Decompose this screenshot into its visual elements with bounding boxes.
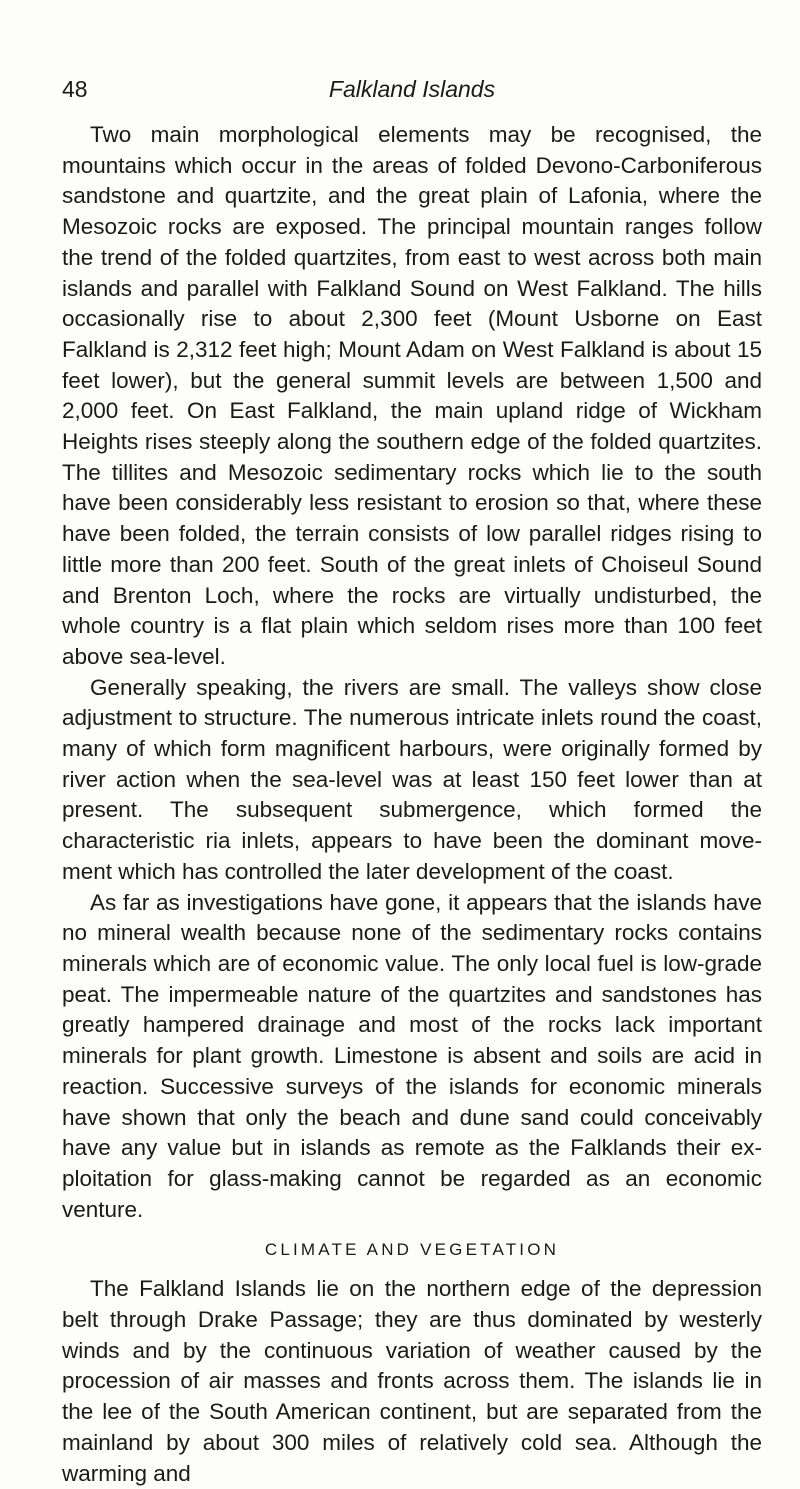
page-number: 48 — [62, 76, 88, 102]
section-heading: CLIMATE AND VEGETATION — [264, 1240, 560, 1260]
page-header — [62, 76, 762, 112]
paragraph: Generally speaking, the rivers are small. The valleys show close adjustment to structure. The numerous intricate inlets round the coast, many of which form magnificent harbours, were originally formed by river action when the sea-level was at least 150 feet lower than at present. The subsequent submergence, which formed the characteristic ria inlets, appears to have been the dominant movement which has controlled the later development of the coast. — [62, 674, 762, 884]
book-page — [62, 0, 762, 1486]
running-title: Falkland Islands — [328, 76, 496, 102]
paragraph: Two main morphological elements may be recognised, the mountains which occur in the areas of folded Devono-Carboniferous sandstone and quartzite, and the great plain of Lafonia, where the Mesozoic rocks are exposed. The principal mountain ranges follow the trend of the folded quartzites, from east to west across both main islands and parallel with Falkland Sound on West Falkland. The hills occasionally rise to about 2,300 feet (Mount Usborne on East Falkland is 2,312 feet high; Mount Adam on West Falkland is about 15 feet lower), but the general summit levels are between 1,500 and 2,000 feet. On East Falkland, the main upland ridge of Wickham Heights rises steeply along the southern edge of the folded quartzites. The tillites and Mesozoic sedimentary rocks which lie to the south have been considerably less resistant to erosion so that, where these have been folded, the terrain consists of low parallel ridges rising to little more than 200 feet. South of the great inlets of Choiseul Sound and Brenton Loch, where the rocks are virtually undisturbed, the whole country is a flat plain which seldom rises more than 100 feet above sea-level. — [62, 122, 762, 669]
paragraph: As far as investigations have gone, it appears that the islands have no mineral wealth because none of the sedimentary rocks contains minerals which are of economic value. The only local fuel is low-grade peat. The impermeable nature of the quartzites and sandstones has greatly hampered drainage and most of the rocks lack important minerals for plant growth. Limestone is absent and soils are acid in reaction. Successive surveys of the islands for economic minerals have shown that only the beach and dune sand could conceivably have any value but in islands as remote as the Falklands their exploitation for glass-making cannot be regarded as an economic venture. — [62, 889, 762, 1222]
body-text — [62, 120, 762, 1489]
paragraph: The Falkland Islands lie on the northern edge of the depression belt through Drake Passage; they are thus dominated by westerly winds and by the continuous variation of weather caused by the procession of air masses and fronts across them. The islands lie in the lee of the South American continent, but are separated from the mainland by about 300 miles of relatively cold sea. Although the warming and — [62, 1276, 762, 1486]
